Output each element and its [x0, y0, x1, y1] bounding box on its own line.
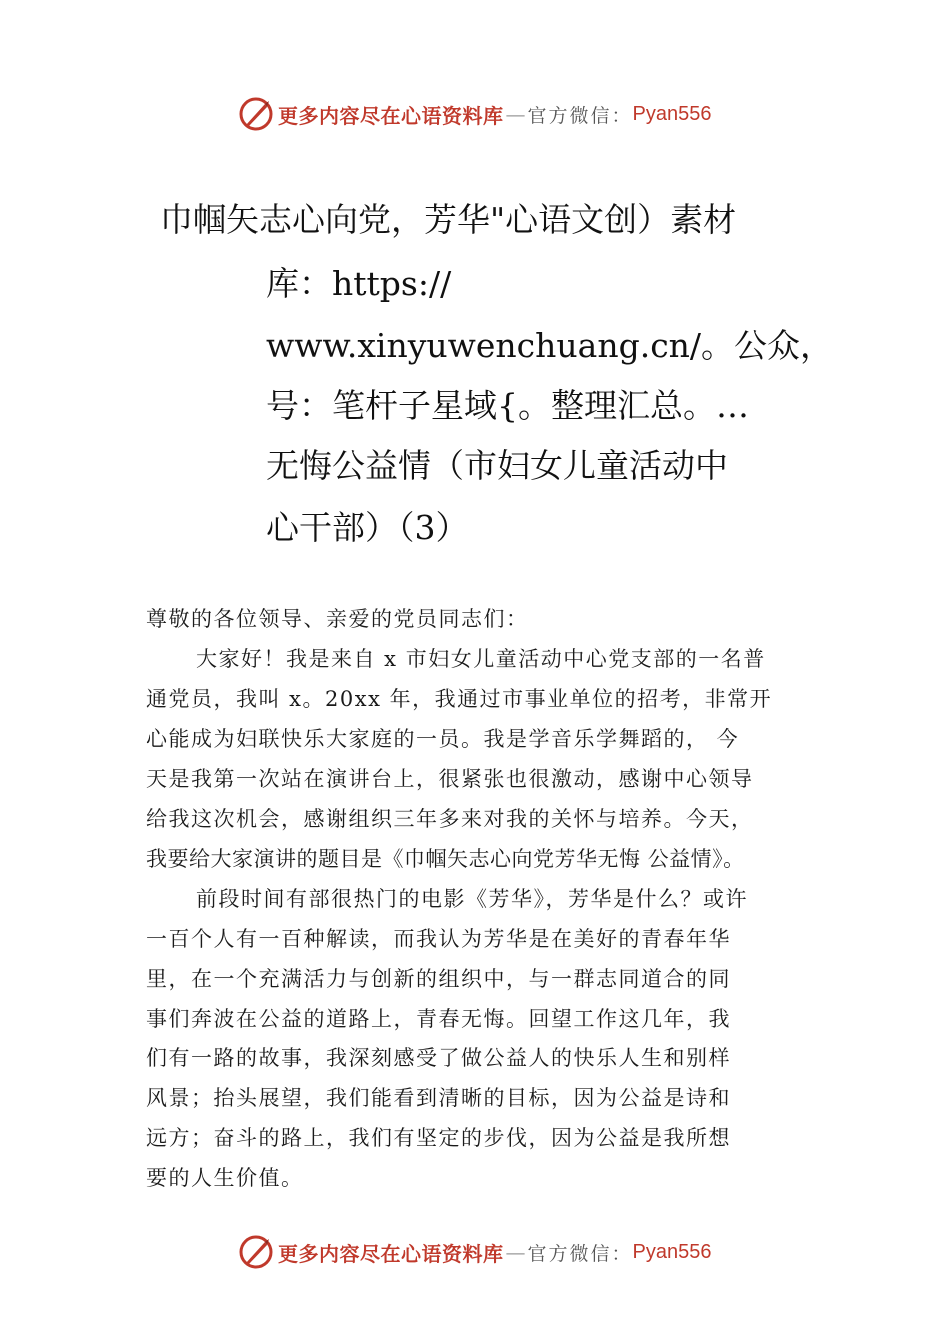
watermark-banner-bottom	[238, 1232, 711, 1272]
body-line: 们有一路的故事，我深刻感受了做公益人的快乐人生和别样	[146, 1046, 731, 1070]
watermark-wechat-id: Pyan556	[632, 1240, 712, 1263]
body-line: 远方；奋斗的路上，我们有坚定的步伐，因为公益是我所想	[146, 1126, 731, 1150]
body-line: 事们奔波在公益的道路上，青春无悔。回望工作这几年，我	[146, 1007, 731, 1031]
watermark-main-text: 更多内容尽在心语资料库	[278, 103, 504, 128]
watermark-sub-text: 官方微信：	[527, 104, 633, 127]
title-line: www.xinyuwenchuang.cn/。公众，	[266, 326, 834, 365]
watermark-dash: —	[505, 102, 526, 126]
watermark-main-text: 更多内容尽在心语资料库	[278, 1241, 504, 1266]
salutation: 尊敬的各位领导、亲爱的党员同志们：	[146, 607, 529, 631]
body-line: 通党员，我叫 x。20xx 年，我通过市事业单位的招考，非常开	[146, 687, 773, 711]
body-line: 风景；抬头展望，我们能看到清晰的目标，因为公益是诗和	[146, 1086, 731, 1110]
body-line: 里，在一个充满活力与创新的组织中，与一群志同道合的同	[146, 967, 731, 991]
watermark-banner-top	[238, 94, 711, 134]
body-line: 给我这次机会，感谢组织三年多来对我的关怀与培养。今天，	[146, 807, 754, 831]
body-line: 一百个人有一百种解读，而我认为芳华是在美好的青春年华	[146, 927, 731, 951]
title-line: 巾帼矢志心向党，芳华"心语文创）素材	[160, 200, 737, 239]
title-line: 号：笔杆子星域{。整理汇总。…	[266, 386, 749, 425]
watermark-wechat-id: Pyan556	[632, 102, 712, 125]
body-line: 我要给大家演讲的题目是《巾帼矢志心向党芳华无悔 公益情》。	[146, 847, 745, 871]
body-line: 前段时间有部很热门的电影《芳华》，芳华是什么？或许	[196, 887, 748, 911]
watermark-sub-text: 官方微信：	[527, 1242, 633, 1265]
body-line: 大家好！我是来自 x 市妇女儿童活动中心党支部的一名普	[196, 647, 766, 671]
title-line: 库：https://	[266, 264, 452, 303]
quill-logo-icon	[238, 96, 274, 132]
title-line: 无悔公益情（市妇女儿童活动中	[266, 446, 728, 485]
title-line: 心干部）（3）	[266, 508, 469, 547]
watermark-dash: —	[505, 1240, 526, 1264]
body-line: 天是我第一次站在演讲台上，很紧张也很激动，感谢中心领导	[146, 767, 754, 791]
body-line: 要的人生价值。	[146, 1166, 304, 1190]
body-line: 心能成为妇联快乐大家庭的一员。我是学音乐学舞蹈的， 今	[146, 727, 740, 751]
quill-logo-icon	[238, 1234, 274, 1270]
